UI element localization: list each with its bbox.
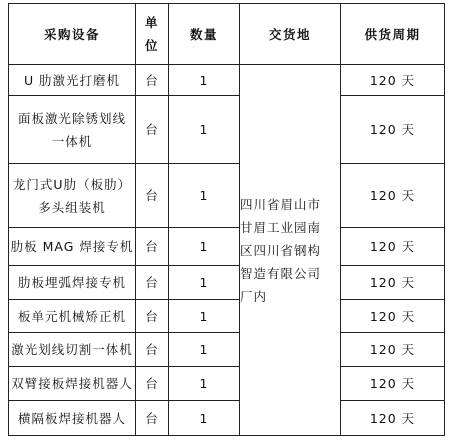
- equipment-name-line: 激光划线切割一体机: [11, 342, 133, 357]
- delivery-line: 四川省眉山市: [240, 196, 322, 212]
- quantity-cell: 1: [169, 228, 240, 266]
- unit-cell: 台: [136, 228, 169, 266]
- unit-cell: 台: [136, 164, 169, 228]
- equipment-name: [9, 164, 136, 228]
- table-row: [9, 96, 445, 164]
- equipment-name: [9, 300, 136, 333]
- procurement-table: [8, 3, 445, 436]
- equipment-name-line: 板单元机械矫正机: [17, 308, 126, 324]
- delivery-line: 厂内: [240, 288, 268, 304]
- unit-cell: 台: [136, 96, 169, 164]
- quantity-cell: 1: [169, 65, 240, 96]
- header-unit-line2: 位: [144, 38, 159, 53]
- equipment-name-line: 横隔板焊接机器人: [17, 410, 126, 426]
- equipment-name: [9, 333, 136, 367]
- header-equipment: 采购设备: [9, 4, 136, 65]
- delivery-line: 区四川省钢构: [240, 242, 322, 258]
- table-row: [9, 401, 445, 436]
- quantity-cell: 1: [169, 96, 240, 164]
- equipment-name-line: 肋板 MAG 焊接专机: [10, 239, 134, 254]
- table-row: [9, 164, 445, 228]
- equipment-name: [9, 266, 136, 300]
- unit-cell: 台: [136, 300, 169, 333]
- period-cell: 120 天: [341, 164, 445, 228]
- period-cell: 120 天: [341, 65, 445, 96]
- period-cell: 120 天: [341, 300, 445, 333]
- header-row: [9, 4, 445, 65]
- delivery-place-cell: [240, 65, 341, 436]
- unit-cell: 台: [136, 367, 169, 401]
- quantity-cell: 1: [169, 164, 240, 228]
- quantity-cell: 1: [169, 367, 240, 401]
- quantity-cell: 1: [169, 300, 240, 333]
- period-cell: 120 天: [341, 266, 445, 300]
- delivery-line: 智造有限公司: [240, 265, 322, 281]
- quantity-cell: 1: [169, 401, 240, 436]
- header-quantity: 数量: [169, 4, 240, 65]
- table-row: [9, 333, 445, 367]
- header-unit-line1: 单: [144, 15, 159, 30]
- unit-cell: 台: [136, 266, 169, 300]
- equipment-name: [9, 228, 136, 266]
- quantity-cell: 1: [169, 266, 240, 300]
- delivery-line: 甘眉工业园南: [240, 219, 322, 235]
- equipment-name-line: 肋板埋弧焊接专机: [17, 275, 126, 290]
- table-row: [9, 367, 445, 401]
- quantity-cell: 1: [169, 333, 240, 367]
- table-row: [9, 266, 445, 300]
- period-cell: 120 天: [341, 96, 445, 164]
- period-cell: 120 天: [341, 401, 445, 436]
- equipment-name: [9, 96, 136, 164]
- equipment-name: [9, 401, 136, 436]
- unit-cell: 台: [136, 401, 169, 436]
- header-unit: [136, 4, 169, 65]
- equipment-name-line: 双臂接板焊接机器人: [11, 376, 133, 391]
- table-row: [9, 65, 445, 96]
- unit-cell: 台: [136, 65, 169, 96]
- equipment-name: [9, 65, 136, 96]
- period-cell: 120 天: [341, 367, 445, 401]
- equipment-name-line: U 肋激光打磨机: [23, 72, 121, 88]
- header-period: 供货周期: [341, 4, 445, 65]
- table-row: [9, 228, 445, 266]
- table-row: [9, 300, 445, 333]
- unit-cell: 台: [136, 333, 169, 367]
- equipment-name-line: 多头组装机: [38, 199, 106, 215]
- equipment-name-line: 面板激光除锈划线: [17, 110, 126, 126]
- equipment-name-line: 龙门式U肋（板肋）: [12, 176, 132, 192]
- equipment-name: [9, 367, 136, 401]
- period-cell: 120 天: [341, 333, 445, 367]
- header-delivery: 交货地: [240, 4, 341, 65]
- period-cell: 120 天: [341, 228, 445, 266]
- equipment-name-line: 一体机: [51, 133, 93, 149]
